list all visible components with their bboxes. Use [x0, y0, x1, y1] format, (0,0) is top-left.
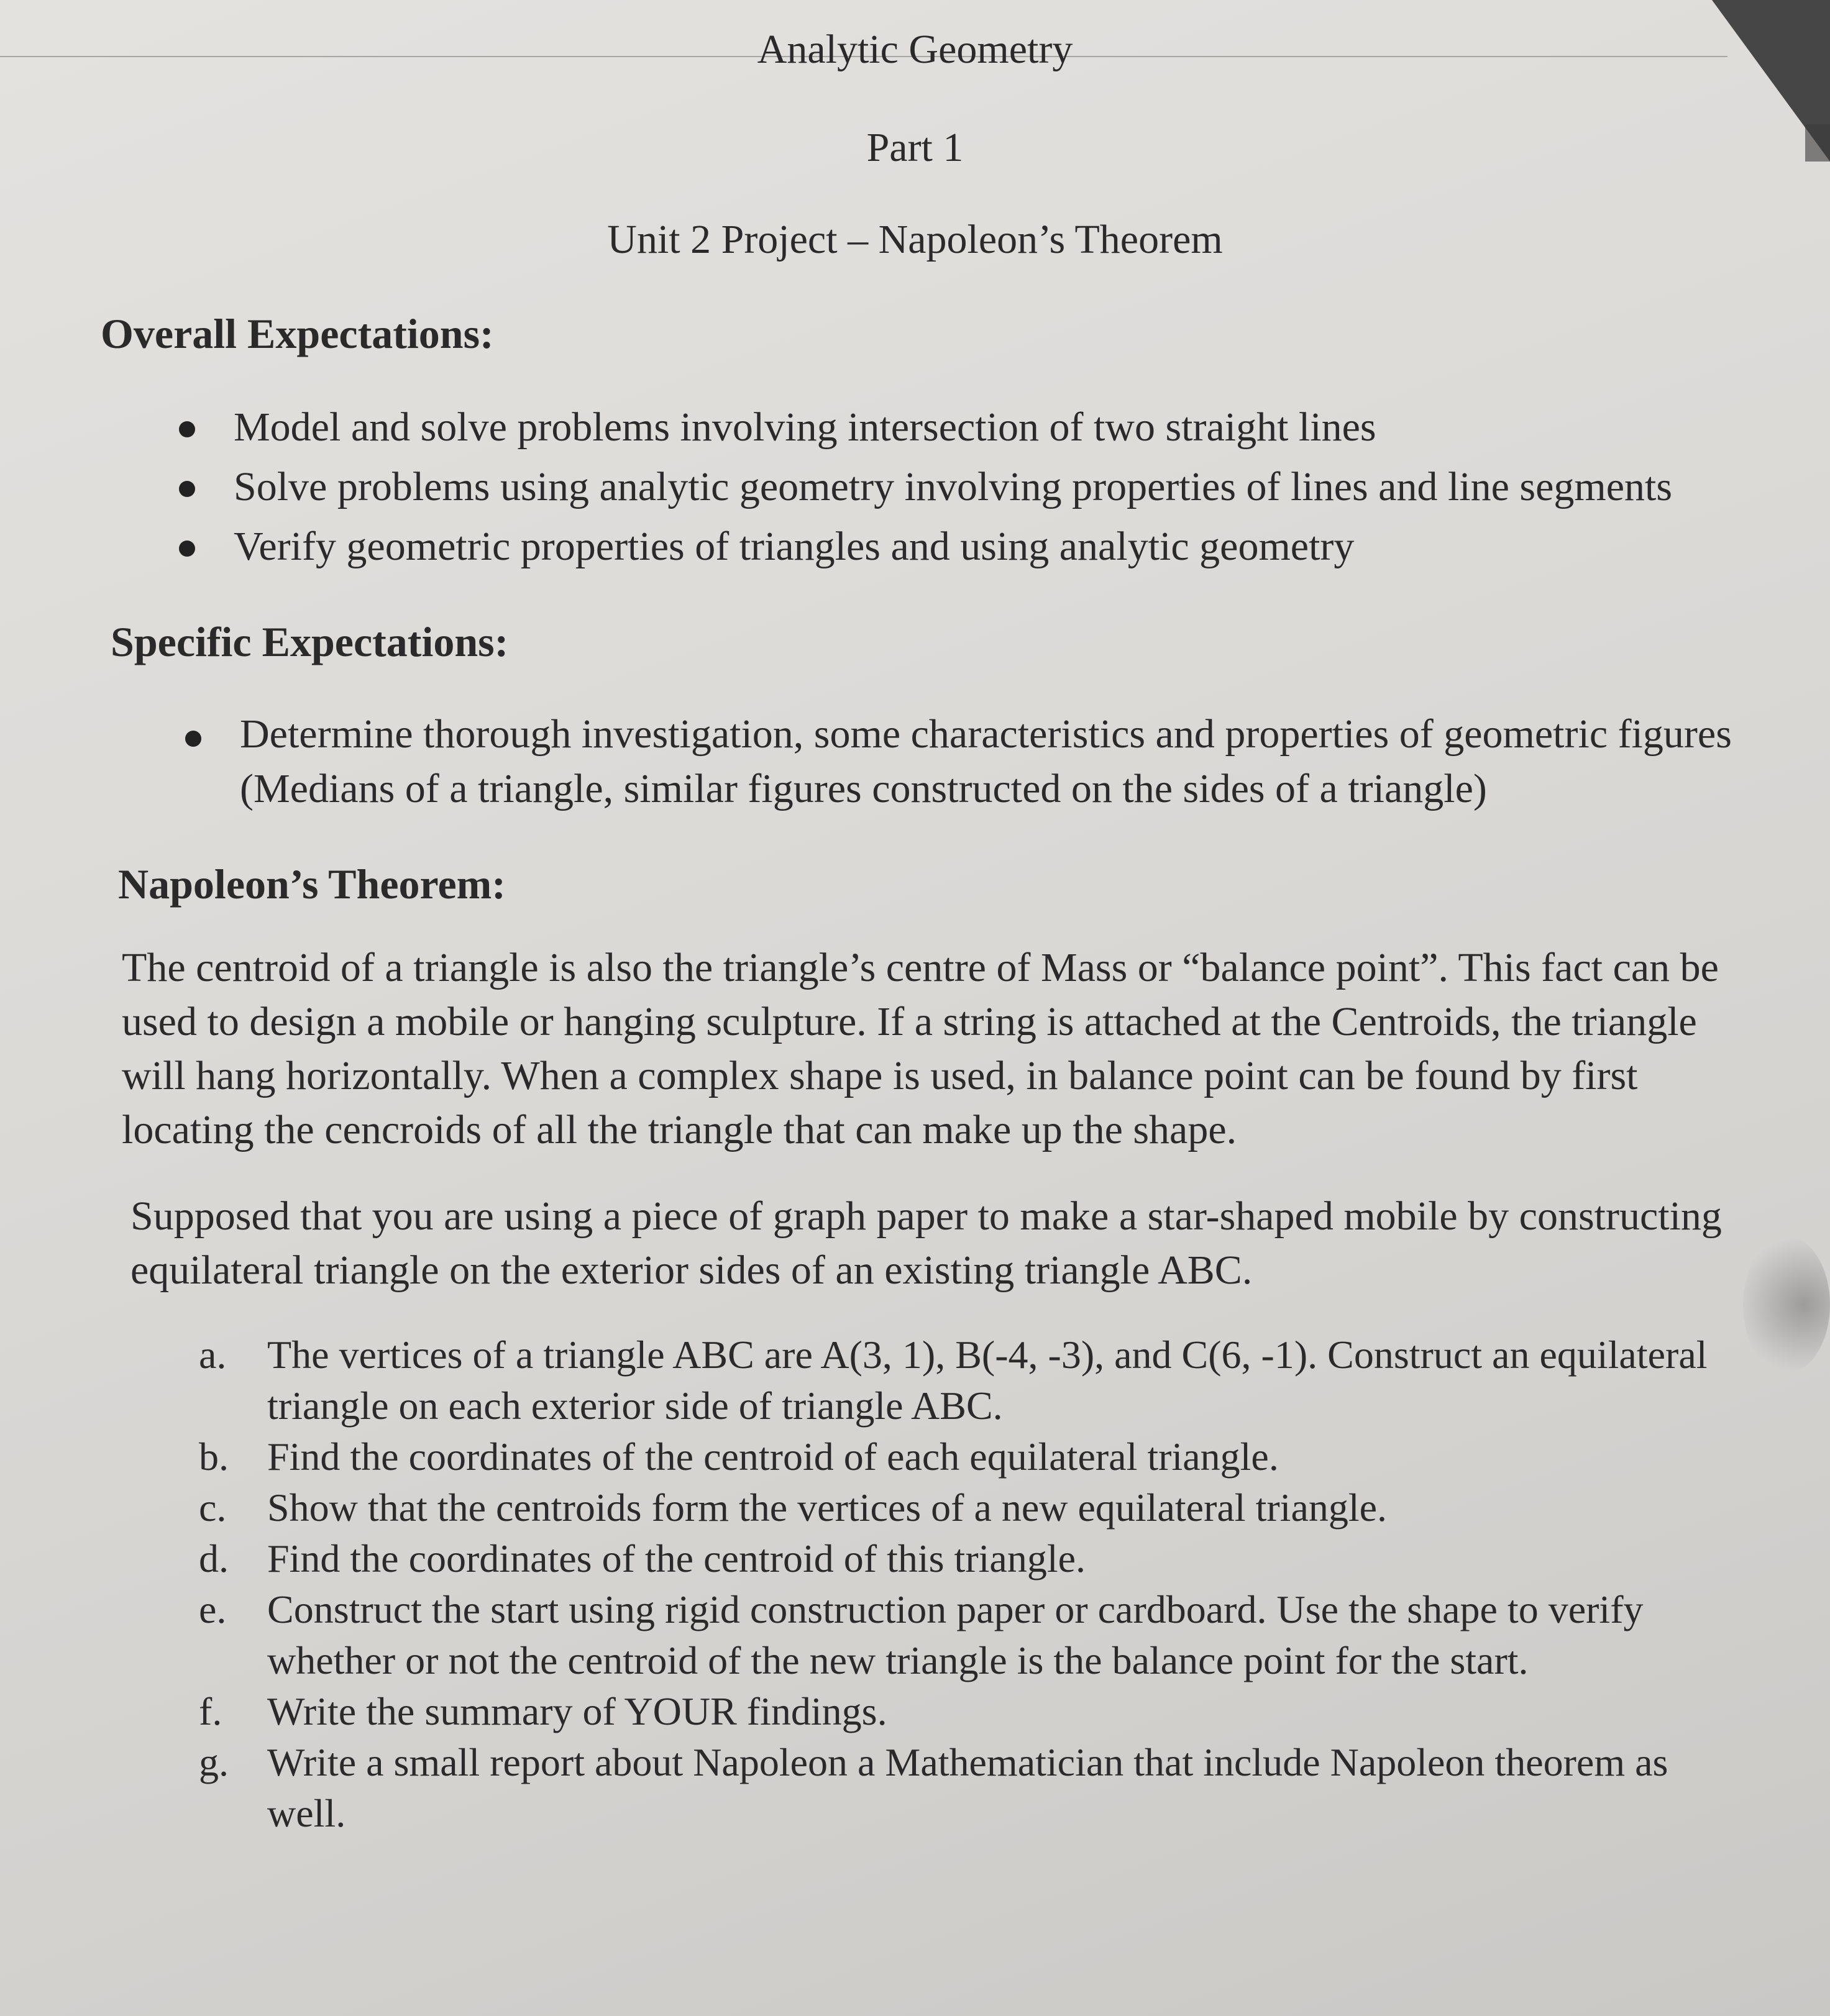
overall-expectations-list — [172, 398, 1800, 577]
list-item-text: Determine thorough investigation, some characteristics and properties of geometric figures (Medians of a triangle, similar figures constructed on the sides of a triangle) — [240, 711, 1732, 811]
bullet-icon — [179, 421, 195, 437]
specific-expectations-heading: Specific Expectations: — [111, 618, 509, 665]
task-marker: e. — [199, 1587, 227, 1631]
task-item — [199, 1482, 1734, 1533]
course-title-text: Analytic Geometry — [757, 27, 1073, 72]
list-item — [172, 457, 1800, 517]
task-item — [199, 1737, 1734, 1839]
napoleon-theorem-heading: Napoleon’s Theorem: — [118, 860, 506, 908]
task-text: Write the summary of YOUR findings. — [267, 1689, 887, 1733]
task-item — [199, 1431, 1734, 1482]
task-text: Write a small report about Napoleon a Mathematician that include Napoleon theorem as well. — [267, 1740, 1668, 1835]
bullet-icon — [179, 540, 195, 557]
task-item — [199, 1533, 1734, 1584]
part-label: Part 1 — [866, 125, 964, 170]
task-marker: f. — [199, 1689, 222, 1733]
task-text: The vertices of a triangle ABC are A(3, 1), B(-4, -3), and C(6, -1). Construct an equilateral triangle on each exterior side of triangle ABC. — [267, 1333, 1708, 1428]
task-list — [199, 1330, 1734, 1839]
list-item — [172, 398, 1800, 457]
task-text: Find the coordinates of the centroid of this triangle. — [267, 1536, 1086, 1580]
task-marker: d. — [199, 1536, 229, 1580]
project-title: Unit 2 Project – Napoleon’s Theorem — [607, 217, 1223, 262]
overall-expectations-heading: Overall Expectations: — [101, 310, 494, 357]
bullet-icon — [185, 731, 201, 747]
specific-expectations-list — [178, 707, 1768, 816]
task-item — [199, 1584, 1734, 1686]
list-item — [172, 517, 1800, 577]
task-item — [199, 1330, 1734, 1431]
task-text: Construct the start using rigid construction paper or cardboard. Use the shape to verify whether or not the centroid of the new triangle is the balance point for the start. — [267, 1587, 1644, 1682]
bullet-icon — [179, 481, 195, 497]
course-title — [0, 26, 1830, 73]
task-marker: c. — [199, 1485, 227, 1530]
task-marker: g. — [199, 1740, 229, 1784]
task-item — [199, 1686, 1734, 1737]
list-item-text: Solve problems using analytic geometry involving properties of lines and line segments — [234, 464, 1673, 509]
mobile-paragraph: Supposed that you are using a piece of graph paper to make a star-shaped mobile by constructing equilateral triangle on the exterior sides of an existing triangle ABC. — [130, 1193, 1722, 1293]
task-text: Show that the centroids form the vertices of a new equilateral triangle. — [267, 1485, 1388, 1530]
task-marker: a. — [199, 1333, 227, 1377]
centroid-paragraph: The centroid of a triangle is also the triangle’s centre of Mass or “balance point”. This fact can be used to design a mobile or hanging sculpture. If a string is attached at the Centroids, the triangle will hang horizontally. When a complex shape is used, in balance point can be found by first locating the cencroids of all the triangle that can make up the shape. — [122, 945, 1719, 1152]
list-item-text: Verify geometric properties of triangles and using analytic geometry — [234, 524, 1355, 569]
list-item — [178, 707, 1768, 816]
list-item-text: Model and solve problems involving intersection of two straight lines — [234, 404, 1376, 450]
task-marker: b. — [199, 1434, 229, 1479]
task-text: Find the coordinates of the centroid of each equilateral triangle. — [267, 1434, 1279, 1479]
